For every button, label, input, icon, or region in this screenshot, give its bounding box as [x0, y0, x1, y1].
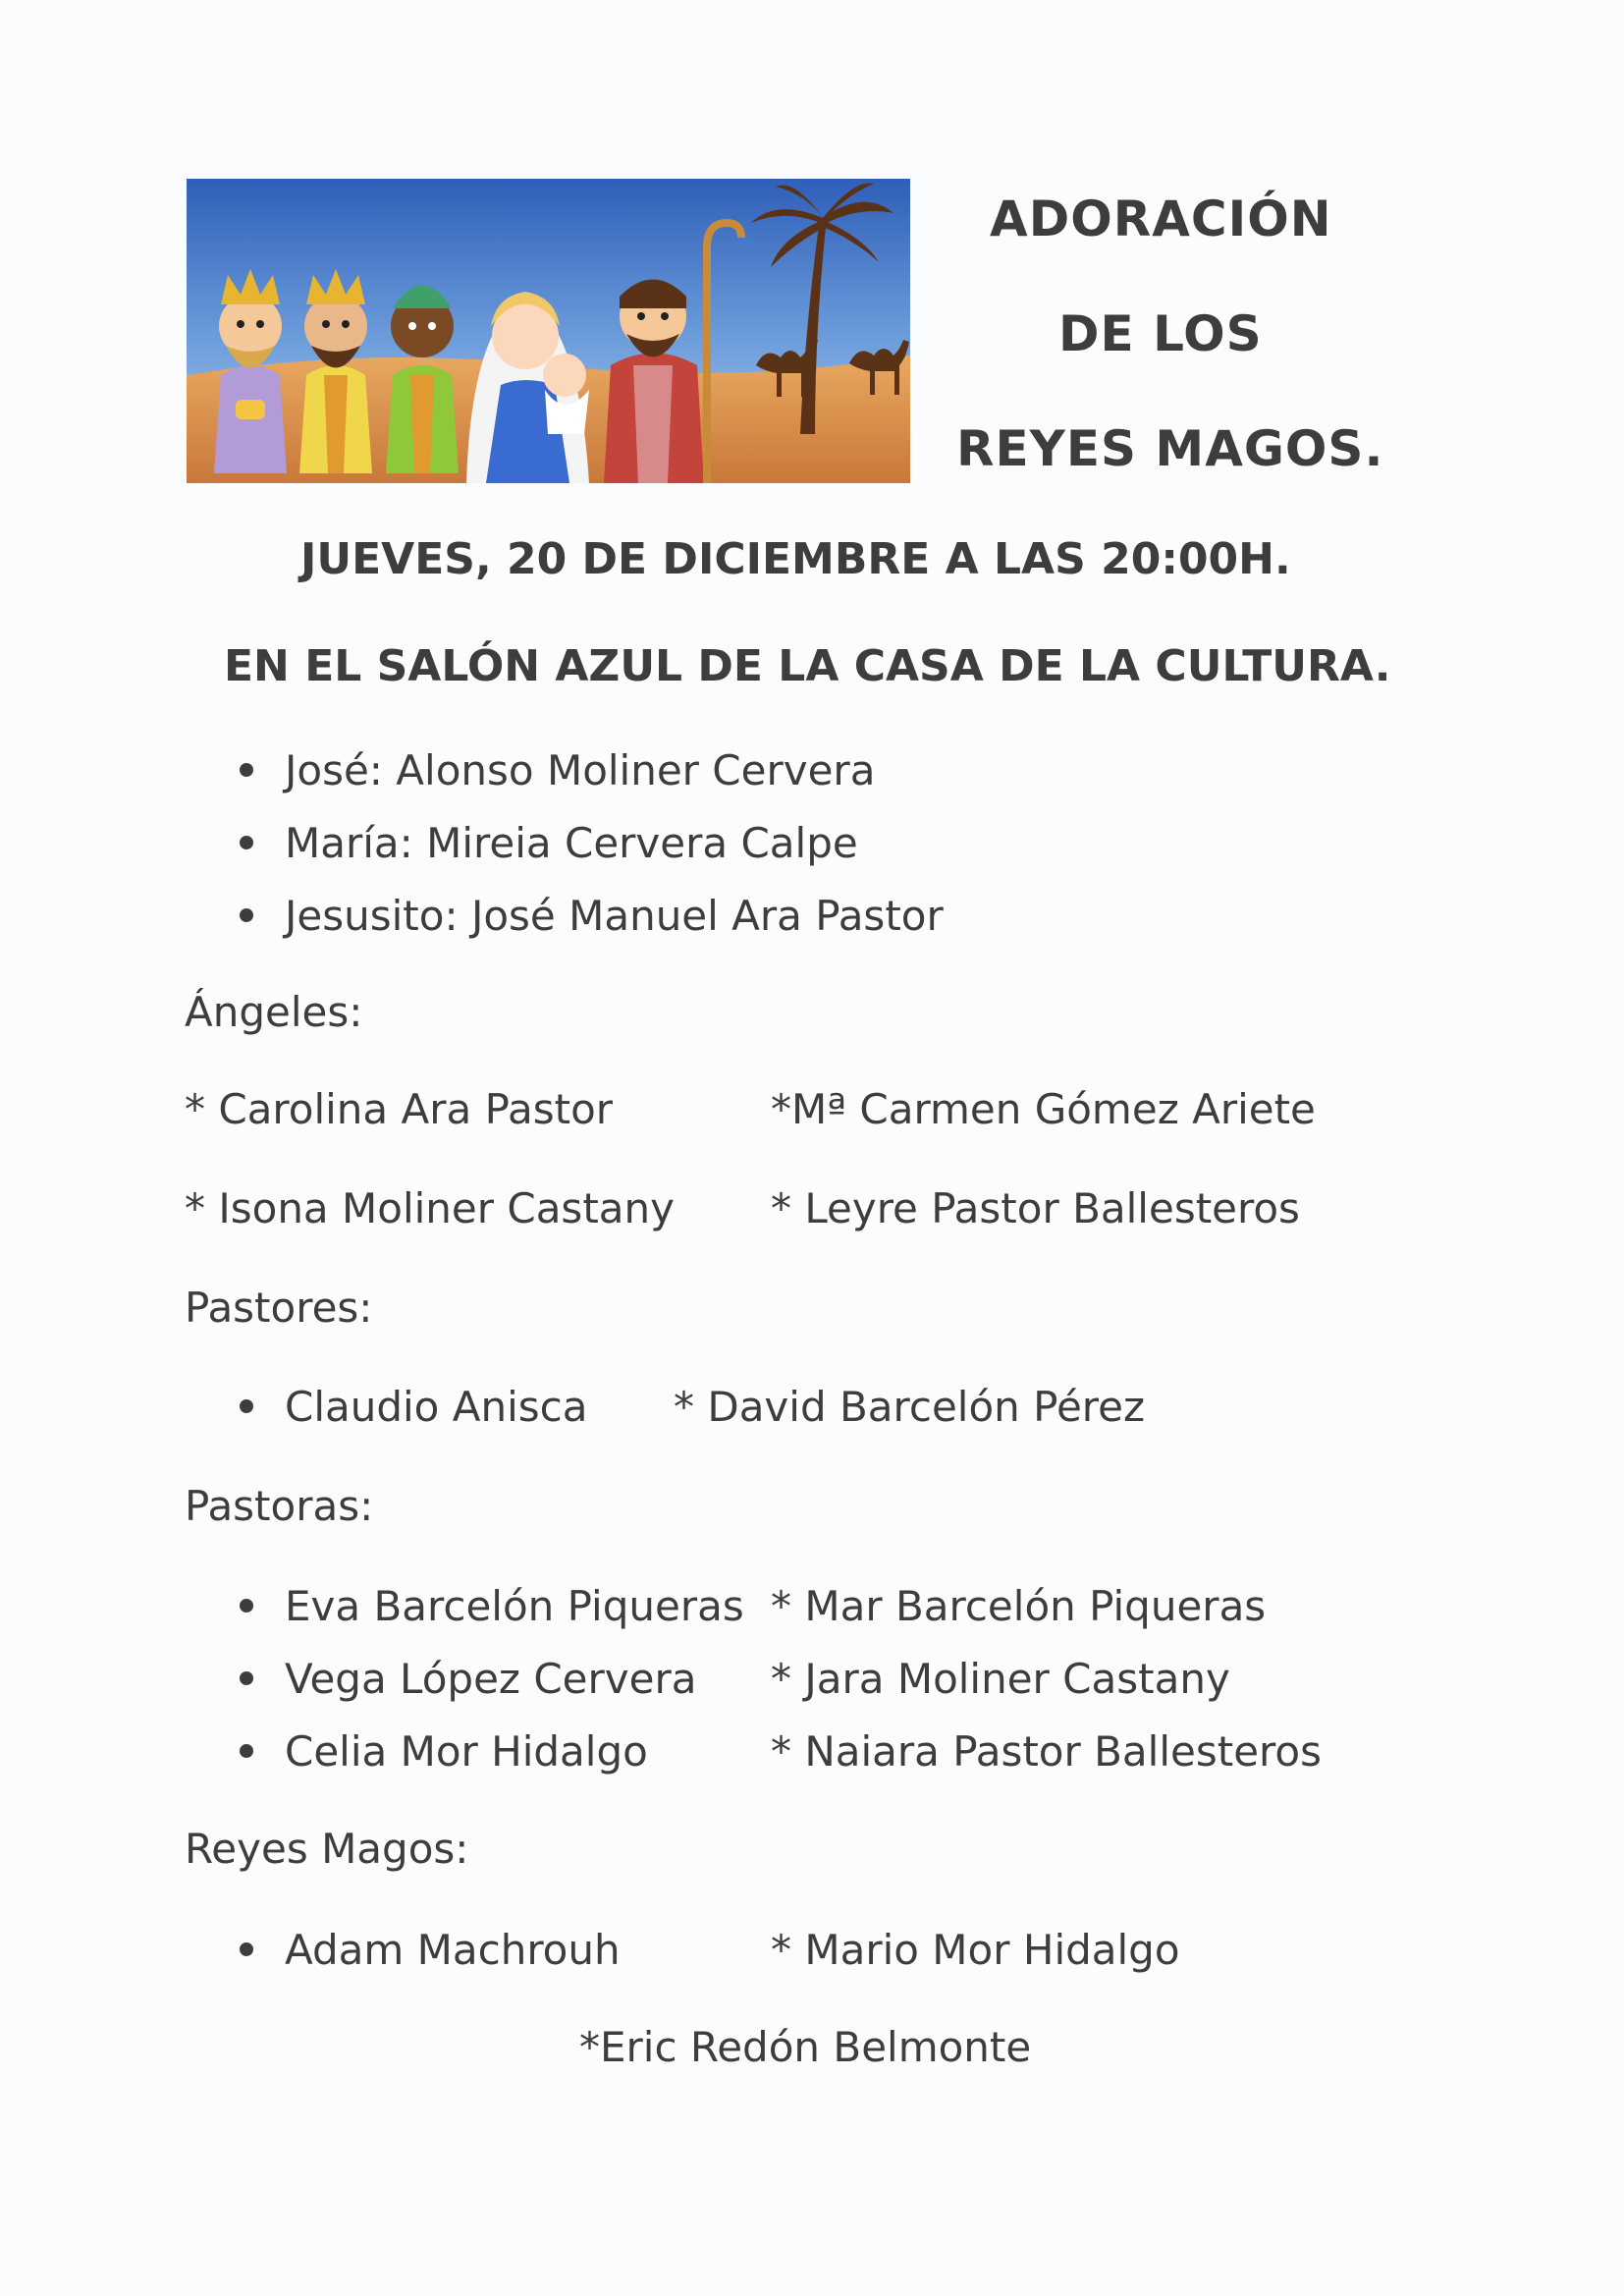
bullet [240, 1942, 253, 1956]
angeles-heading: Ángeles: [185, 988, 363, 1036]
event-date-time: JUEVES, 20 DE DICIEMBRE A LAS 20:00H. [300, 534, 1291, 584]
event-location: EN EL SALÓN AZUL DE LA CASA DE LA CULTURA. [224, 641, 1391, 691]
reyes-extra: *Eric Redón Belmonte [579, 2023, 1032, 2071]
cast-maria: María: Mireia Cervera Calpe [285, 819, 858, 867]
bullet [240, 1399, 253, 1413]
bullet [240, 836, 253, 849]
cast-jose: José: Alonso Moliner Cervera [285, 746, 876, 794]
pastoras-item: Celia Mor Hidalgo [285, 1727, 648, 1776]
angeles-item: * Leyre Pastor Ballesteros [771, 1184, 1300, 1232]
pastoras-item: Vega López Cervera [285, 1655, 697, 1703]
pastoras-item: * Naiara Pastor Ballesteros [771, 1727, 1322, 1776]
bullet [240, 763, 253, 777]
bullet [240, 1744, 253, 1758]
bullet [240, 1599, 253, 1613]
title-line-1: ADORACIÓN [990, 191, 1332, 247]
pastores-item: * David Barcelón Pérez [674, 1383, 1146, 1431]
title-line-3: REYES MAGOS. [956, 420, 1384, 477]
nativity-illustration [187, 179, 910, 483]
cast-jesusito: Jesusito: José Manuel Ara Pastor [285, 892, 944, 940]
pastoras-item: * Jara Moliner Castany [771, 1655, 1230, 1703]
reyes-item: * Mario Mor Hidalgo [771, 1926, 1180, 1974]
pastores-item: Claudio Anisca [285, 1383, 588, 1431]
pastores-heading: Pastores: [185, 1284, 373, 1332]
reyes-item: Adam Machrouh [285, 1926, 621, 1974]
reyes-heading: Reyes Magos: [185, 1825, 469, 1873]
angeles-item: * Isona Moliner Castany [185, 1184, 675, 1232]
bullet [240, 908, 253, 922]
title-line-2: DE LOS [1058, 305, 1263, 362]
pastoras-item: Eva Barcelón Piqueras [285, 1582, 744, 1630]
king-three [386, 286, 459, 474]
pastoras-heading: Pastoras: [185, 1482, 374, 1530]
angeles-item: * Carolina Ara Pastor [185, 1085, 614, 1133]
angeles-item: *Mª Carmen Gómez Ariete [771, 1085, 1316, 1133]
bullet [240, 1671, 253, 1685]
pastoras-item: * Mar Barcelón Piqueras [771, 1582, 1267, 1630]
